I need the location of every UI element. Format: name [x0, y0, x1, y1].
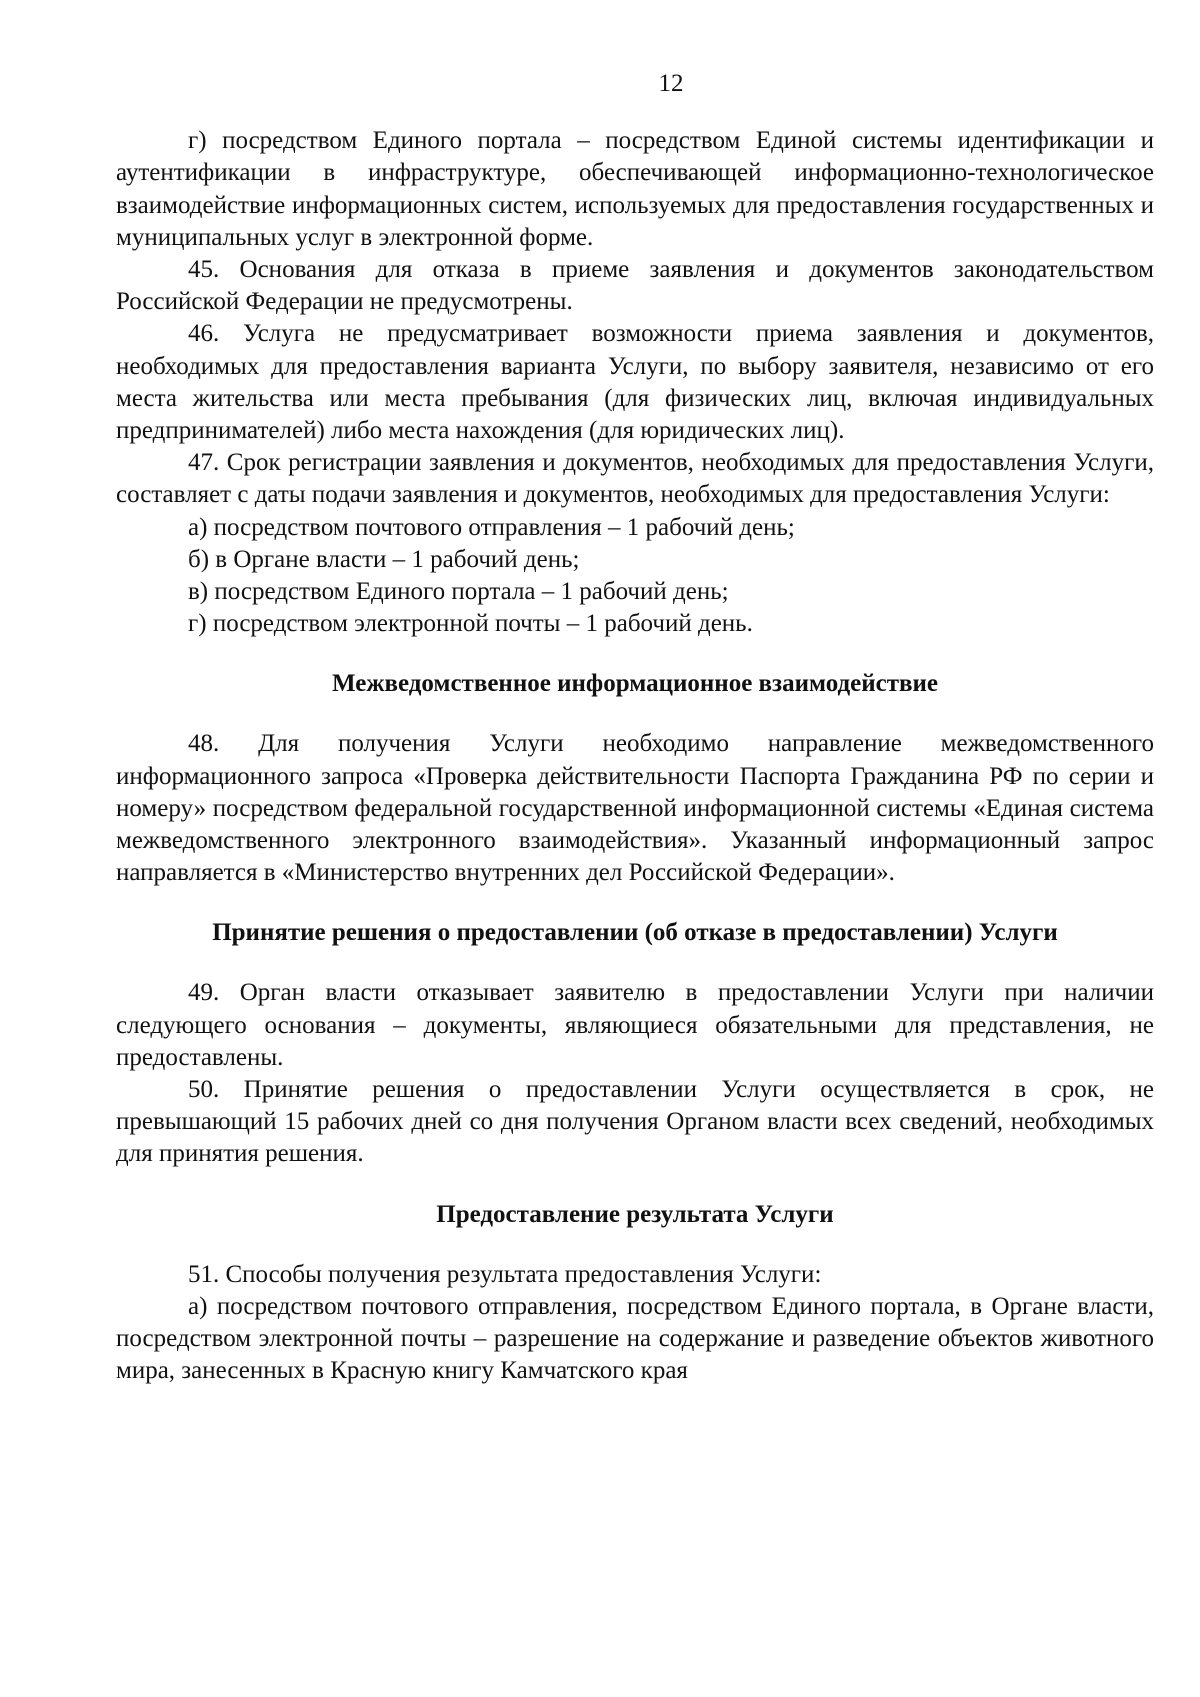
- paragraph-47: 47. Срок регистрации заявления и документов, необходимых для предоставления Услуги, составляет с даты подачи заявления и документов, необходимых для предоставления Услуги:: [116, 449, 1154, 509]
- paragraph-44g: г) посредством Единого портала – посредством Единой системы идентификации и аутентификации в инфраструктуре, обеспечивающей информационно-технологическое взаимодействие информационных систем, используемых для предоставления государственных и муниципальных услуг в электронной форме.: [116, 127, 1154, 251]
- paragraph-48: 48. Для получения Услуги необходимо направление межведомственного информационного запроса «Проверка действительности Паспорта Гражданина РФ по серии и номеру» посредством федеральной государственной информационной системы «Единая система межведомственного электронного взаимодействия». Указанный информационный запрос направляется в «Министерство внутренних дел Российской Федерации».: [116, 730, 1154, 887]
- paragraph-45: 45. Основания для отказа в приеме заявления и документов законодательством Российской Федерации не предусмотрены.: [116, 256, 1154, 316]
- page-number: 12: [658, 70, 684, 97]
- paragraph-47a: а) посредством почтового отправления – 1 рабочий день;: [188, 513, 795, 541]
- paragraph-51a: а) посредством почтового отправления, посредством Единого портала, в Органе власти, посредством электронной почты – разрешение на содержание и разведение объектов животного мира, занесенных в Красную книгу Камчатского края: [116, 1292, 1154, 1385]
- paragraph-46: 46. Услуга не предусматривает возможности приема заявления и документов, необходимых для предоставления варианта Услуги, по выбору заявителя, независимо от его места жительства или места пребывания (для физических лиц, включая индивидуальных предпринимателей) либо места нахождения (для юридических лиц).: [116, 320, 1154, 445]
- paragraph-47b: б) в Органе власти – 1 рабочий день;: [188, 545, 580, 573]
- paragraph-51: 51. Способы получения результата предоставления Услуги:: [188, 1260, 822, 1288]
- section-heading-interagency: Межведомственное информационное взаимодействие: [332, 670, 938, 698]
- paragraph-47v: в) посредством Единого портала – 1 рабочий день;: [188, 578, 729, 606]
- section-heading-decision: Принятие решения о предоставлении (об отказе в предоставлении) Услуги: [212, 919, 1058, 947]
- paragraph-49: 49. Орган власти отказывает заявителю в предоставлении Услуги при наличии следующего основания – документы, являющиеся обязательными для представления, не предоставлены.: [116, 979, 1154, 1071]
- paragraph-47g: г) посредством электронной почты – 1 рабочий день.: [188, 610, 753, 638]
- section-heading-result: Предоставление результата Услуги: [436, 1200, 834, 1228]
- paragraph-50: 50. Принятие решения о предоставлении Услуги осуществляется в срок, не превышающий 15 рабочих дней со дня получения Органом власти всех сведений, необходимых для принятия решения.: [116, 1076, 1154, 1168]
